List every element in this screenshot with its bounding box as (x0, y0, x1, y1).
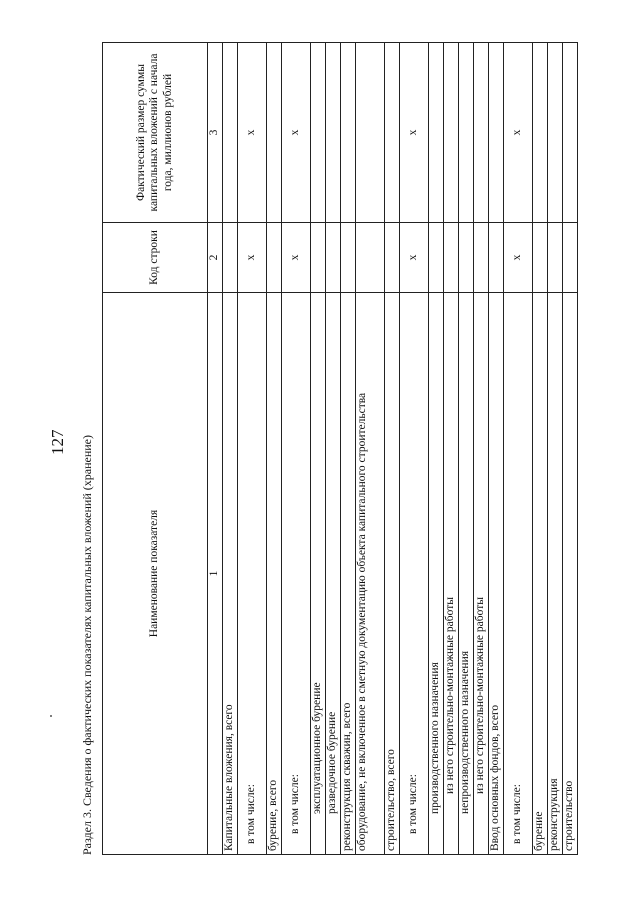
row-code (356, 223, 385, 293)
table-row (356, 43, 385, 855)
row-code (533, 223, 548, 293)
row-code (548, 223, 563, 293)
row-label: разведочное бурение (326, 293, 341, 855)
row-value (444, 43, 459, 223)
row-code: x (238, 223, 267, 293)
header-actual-amount: Фактический размер суммы капитальных вложений с начала года, миллионов рублей (103, 43, 208, 223)
table-row (533, 43, 548, 855)
table-row (400, 43, 429, 855)
row-label: оборудование, не включенное в сметную документацию объекта капитального строительства (356, 293, 385, 855)
table-row (267, 43, 282, 855)
table-row (504, 43, 533, 855)
table-row (282, 43, 311, 855)
row-value (548, 43, 563, 223)
row-code (474, 223, 489, 293)
row-value (429, 43, 444, 223)
table-row (444, 43, 459, 855)
table-row (311, 43, 326, 855)
table-row (489, 43, 504, 855)
row-label: строительство, всего (385, 293, 400, 855)
row-label: в том числе: (400, 293, 429, 855)
header-indicator-name: Наименование показателя (103, 293, 208, 855)
row-code (341, 223, 356, 293)
table-row (459, 43, 474, 855)
row-code (459, 223, 474, 293)
row-value (326, 43, 341, 223)
row-code (429, 223, 444, 293)
row-code (311, 223, 326, 293)
column-number-row (208, 43, 223, 855)
table-row (223, 43, 238, 855)
row-label: в том числе: (282, 293, 311, 855)
row-value: x (504, 43, 533, 223)
row-code (563, 223, 578, 293)
header-line-code: Код строки (103, 223, 208, 293)
row-value (311, 43, 326, 223)
capital-investment-table (102, 42, 578, 855)
row-value: x (282, 43, 311, 223)
row-label: бурение, всего (267, 293, 282, 855)
row-value (459, 43, 474, 223)
row-label: из него строительно-монтажные работы (474, 293, 489, 855)
section-caption: Раздел 3. Сведения о фактических показателях капитальных вложений (хранение) (80, 435, 94, 855)
column-number: 1 (208, 293, 223, 855)
column-number: 2 (208, 223, 223, 293)
table-row (326, 43, 341, 855)
table-row (385, 43, 400, 855)
row-code: x (282, 223, 311, 293)
row-label: реконструкция (548, 293, 563, 855)
table-header-row (103, 43, 208, 855)
row-label: Капитальные вложения, всего (223, 293, 238, 855)
table-row (429, 43, 444, 855)
rotated-content (40, 35, 576, 855)
row-label: строительство (563, 293, 578, 855)
row-value: x (400, 43, 429, 223)
row-code (444, 223, 459, 293)
row-value (563, 43, 578, 223)
row-value (474, 43, 489, 223)
row-label: в том числе: (238, 293, 267, 855)
row-value (356, 43, 385, 223)
row-label: эксплуатационное бурение (311, 293, 326, 855)
table-row (341, 43, 356, 855)
row-label: непроизводственного назначения (459, 293, 474, 855)
table-row (563, 43, 578, 855)
row-code: x (504, 223, 533, 293)
row-value (489, 43, 504, 223)
row-code (267, 223, 282, 293)
row-label: в том числе: (504, 293, 533, 855)
column-number: 3 (208, 43, 223, 223)
table-row (548, 43, 563, 855)
row-code (223, 223, 238, 293)
table-row (238, 43, 267, 855)
row-code (326, 223, 341, 293)
row-code (385, 223, 400, 293)
row-value (267, 43, 282, 223)
row-label: бурение (533, 293, 548, 855)
row-label: производственного назначения (429, 293, 444, 855)
row-code: x (400, 223, 429, 293)
row-value (385, 43, 400, 223)
row-label: реконструкция скважин, всего (341, 293, 356, 855)
row-value (533, 43, 548, 223)
row-value (341, 43, 356, 223)
table-row (474, 43, 489, 855)
row-value (223, 43, 238, 223)
row-label: Ввод основных фондов, всего (489, 293, 504, 855)
row-value: x (238, 43, 267, 223)
page-number: 127 (48, 429, 67, 455)
row-code (489, 223, 504, 293)
row-label: из него строительно-монтажные работы (444, 293, 459, 855)
